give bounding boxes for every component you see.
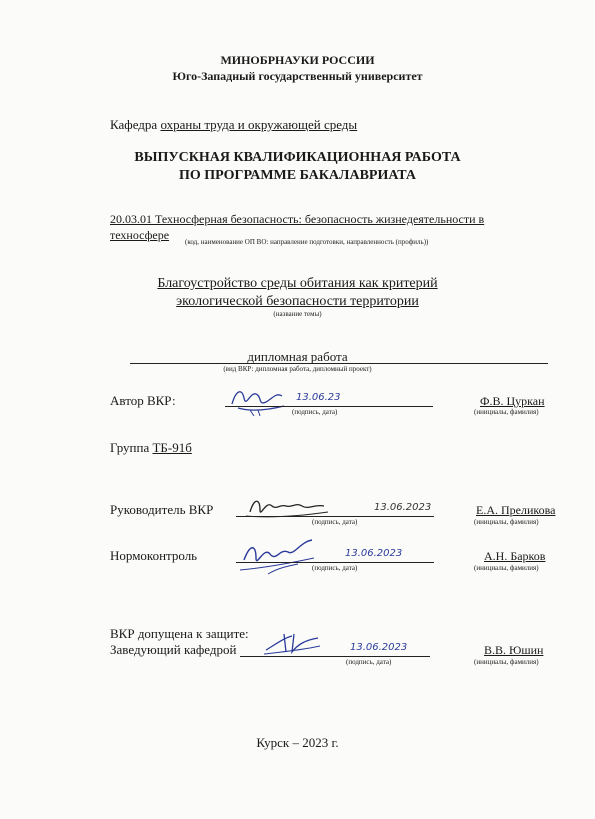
- work-type-caption: (вид ВКР: дипломная работа, дипломный проект): [223, 365, 372, 373]
- author-sign-line: [225, 406, 433, 407]
- head-signature: [262, 630, 322, 658]
- author-signature: [228, 384, 288, 418]
- topic-caption: (название темы): [273, 310, 322, 318]
- supervisor-name: Е.А. Преликова: [476, 503, 556, 517]
- normcontrol-sign-line: [236, 562, 434, 563]
- ministry-heading: МИНОБРНАУКИ РОССИИ: [220, 53, 375, 67]
- normcontrol-label: Нормоконтроль: [110, 548, 198, 563]
- head-name: В.В. Юшин: [484, 643, 544, 657]
- normcontrol-date: 13.06.2023: [345, 548, 403, 559]
- city-year: Курск – 2023 г.: [256, 735, 339, 750]
- head-label: Заведующий кафедрой: [110, 642, 237, 657]
- department-prefix: Кафедра: [110, 117, 158, 132]
- group-value: ТБ-91б: [152, 440, 192, 455]
- head-name-caption: (инициалы, фамилия): [474, 658, 539, 666]
- department-line: [110, 117, 357, 133]
- topic-line2: экологической безопасности территории: [176, 294, 419, 309]
- author-name-caption: (инициалы, фамилия): [474, 408, 539, 416]
- author-label: Автор ВКР:: [110, 393, 176, 408]
- head-sign-line: [240, 656, 430, 657]
- supervisor-sign-line: [236, 516, 434, 517]
- normcontrol-signature: [238, 536, 318, 580]
- head-sign-caption: (подпись, дата): [346, 658, 392, 666]
- supervisor-sign-caption: (подпись, дата): [312, 518, 358, 526]
- normcontrol-name: А.Н. Барков: [484, 549, 546, 563]
- university-heading: Юго-Западный государственный университет: [172, 69, 423, 83]
- program-line1: 20.03.01 Техносферная безопасность: безопасность жизнедеятельности в: [110, 212, 485, 226]
- supervisor-label: Руководитель ВКР: [110, 502, 214, 517]
- supervisor-name-caption: (инициалы, фамилия): [474, 518, 539, 526]
- author-date: 13.06.23: [296, 392, 341, 403]
- author-sign-caption: (подпись, дата): [292, 408, 338, 416]
- group-label: Группа: [110, 440, 150, 455]
- admission-line1: ВКР допущена к защите:: [110, 626, 249, 641]
- group-line: [110, 440, 192, 456]
- normcontrol-name-caption: (инициалы, фамилия): [474, 564, 539, 572]
- author-name: Ф.В. Цуркан: [480, 394, 545, 408]
- work-type-value: дипломная работа: [247, 349, 348, 364]
- work-title-line2: ПО ПРОГРАММЕ БАКАЛАВРИАТА: [179, 168, 416, 183]
- program-caption: (код, наименование ОП ВО: направление подготовки, направленность (профиль)): [185, 238, 429, 246]
- department-name: охраны труда и окружающей среды: [160, 117, 358, 132]
- work-title-line1: ВЫПУСКНАЯ КВАЛИФИКАЦИОННАЯ РАБОТА: [134, 150, 461, 165]
- topic-line1: Благоустройство среды обитания как критерий: [157, 276, 438, 291]
- head-date: 13.06.2023: [350, 642, 408, 653]
- normcontrol-sign-caption: (подпись, дата): [312, 564, 358, 572]
- program-line2: техносфере: [110, 228, 170, 242]
- supervisor-date: 13.06.2023: [374, 502, 432, 513]
